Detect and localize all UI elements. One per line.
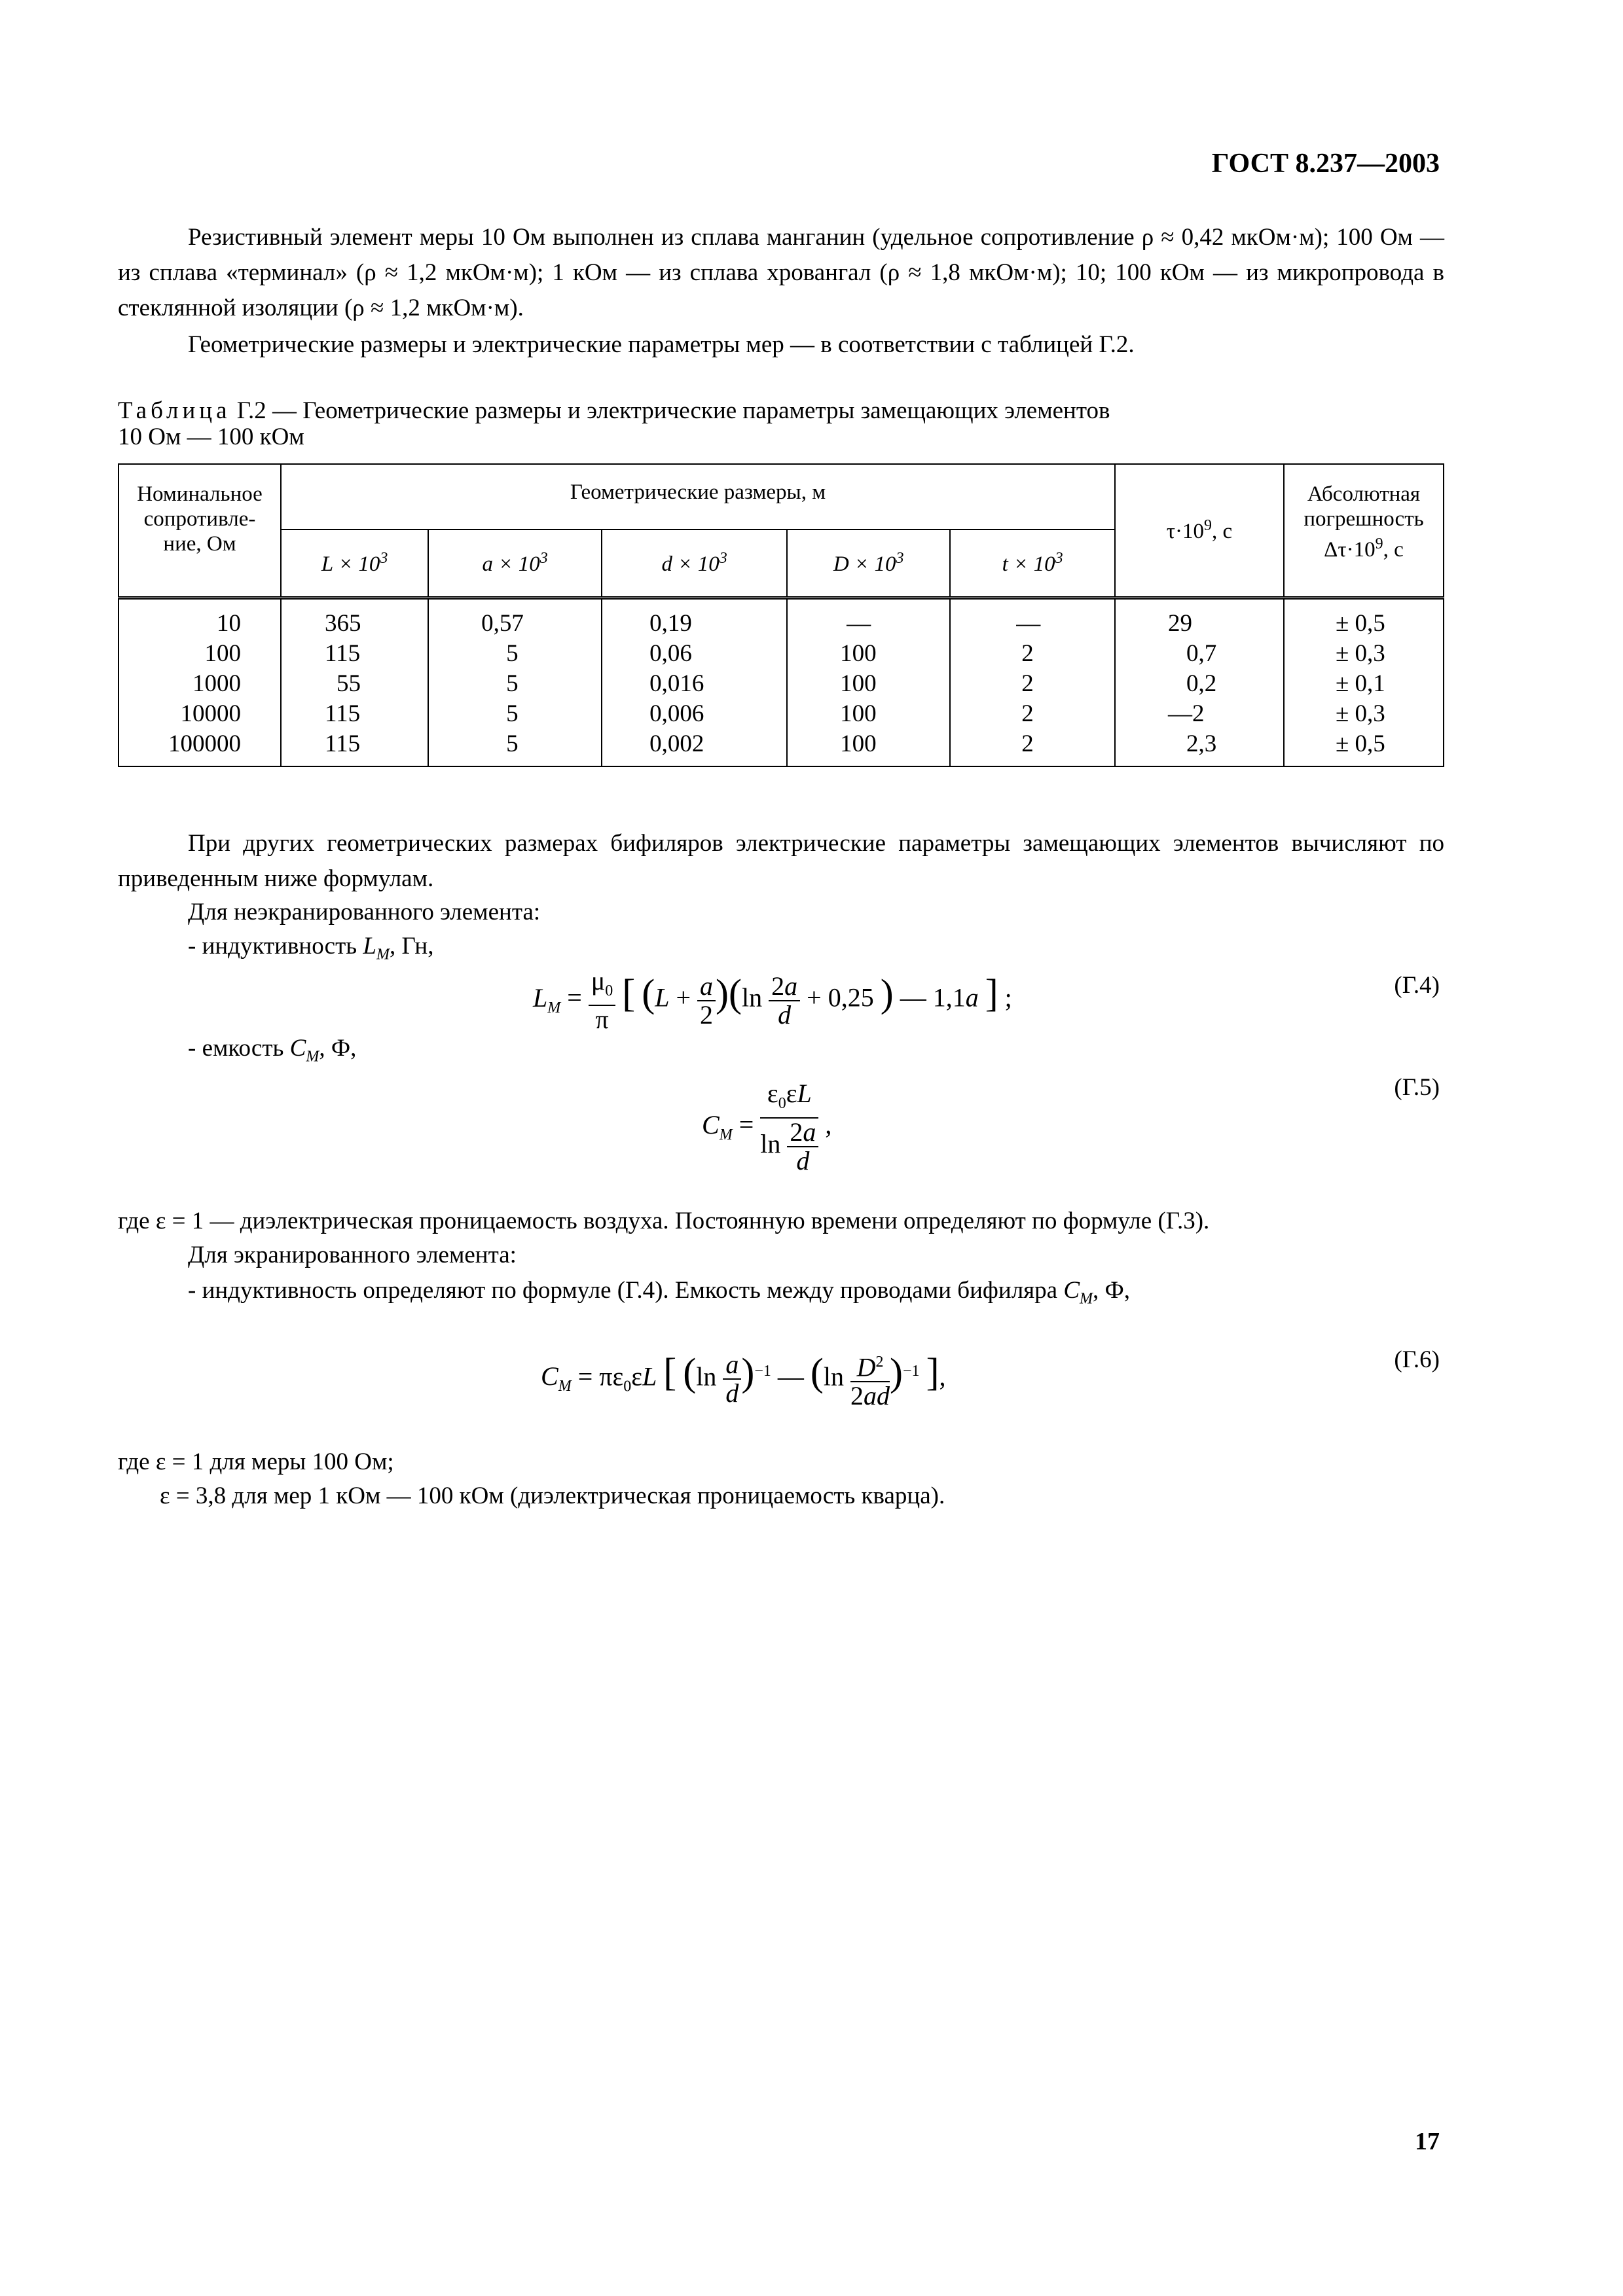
equation-g4: $L_M$ = $\frac{\mu_0}{\pi}$ [ (L + $\frac{a}{2}$ )(ln $\frac{2a}{d}$ + 0,25 ) — 1,1a ] ; [533,966,1012,1034]
col-t: — 2 2 2 2 [950,598,1115,766]
header-t: $t \times 10^3$ [950,529,1115,598]
col-D: — 100 100 100 100 [787,598,950,766]
header-a: $a \times 10^3$ [428,529,602,598]
table-caption-rest: Г.2 — Геометрические размеры и электрические параметры замещающих элементов [230,397,1110,424]
where-eps-paragraph: где ε = 1 — диэлектрическая проницаемость воздуха. Постоянную времени определяют по формуле (Г.3). [118,1208,1210,1234]
header-L: $L \times 10^3$ [281,529,428,598]
col-nominal: 10 100 1000 10000 100000 [119,598,281,766]
col-L: 365 115 55 115 115 [281,598,428,766]
shielded-capacity-line: - индуктивность определяют по формуле (Г.4). Емкость между проводами бифиляра $C_M$, Ф, [188,1277,1131,1308]
header-D: $D \times 10^3$ [787,529,950,598]
col-abs: ± 0,5 ± 0,3 ± 0,1 ± 0,3 ± 0,5 [1284,598,1444,766]
geometry-paragraph: Геометрические размеры и электрические параметры мер — в соответствии с таблицей Г.2. [188,331,1135,358]
header-tau: $\tau\cdot 10^9$, с [1115,464,1284,598]
equation-g5-number: (Г.5) [1394,1074,1440,1101]
equation-g6: $C_M = \pi\varepsilon_0\varepsilon L$ [ (ln $\frac{a}{d}$ )$^{-1}$ — (ln $\frac{D^2}{2ad}$ )$^{-1}$ ], [541,1348,946,1410]
document-header: ГОСТ 8.237—2003 [1211,149,1440,179]
other-sizes-paragraph: При других геометрических размерах бифиляров электрические параметры замещающих элементов вычисляют по приведенным ниже формулам. [118,830,1444,892]
col-tau: 29 0,7 0,2 —2 2,3 [1115,598,1284,766]
table-caption-word: Таблица [118,397,231,424]
table-caption-line2: 10 Ом — 100 кОм [118,423,304,450]
page-number: 17 [1415,2128,1440,2155]
where-line-2: ε = 3,8 для мер 1 кОм — 100 кОм (диэлектрическая проницаемость кварца). [160,1482,945,1509]
table-caption [118,398,1110,450]
equation-g6-number: (Г.6) [1394,1346,1440,1373]
header-abs-error: Абсолютная погрешность $\Delta\tau\cdot 10^9$, с [1284,464,1444,598]
equation-g5: $C_M$ = $\varepsilon_0\varepsilon L$ ln $\frac{2a}{d}$ , [702,1079,832,1175]
shielded-heading: Для экранированного элемента: [188,1242,517,1268]
where-line-1: где ε = 1 для меры 100 Ом; [118,1448,394,1475]
col-d: 0,19 0,06 0,016 0,006 0,002 [602,598,787,766]
header-geometry: Геометрические размеры, м [281,464,1115,529]
col-a: 0,57 5 5 5 5 [428,598,602,766]
capacity-line: - емкость $C_M$, Ф, [188,1035,357,1066]
unshielded-heading: Для неэкранированного элемента: [188,899,541,925]
header-nominal: Номинальное сопротивле- ние, Ом [119,464,281,598]
intro-paragraph: Резистивный элемент меры 10 Ом выполнен из сплава манганин (удельное сопротивление ρ ≈ 0,42 мкОм·м); 100 Ом — из сплава «терминал» (ρ ≈ 1,2 мкОм·м); 1 кОм — из сплава хровангал (ρ ≈ 1,8 мкОм·м); 10; 100 кОм — из микропровода в стеклянной изоляции (ρ ≈ 1,2 мкОм·м). [118,224,1444,321]
header-d: $d \times 10^3$ [602,529,787,598]
inductance-line: - индуктивность $L_M$, Гн, [188,933,434,963]
parameters-table [118,463,1444,767]
equation-g4-number: (Г.4) [1394,972,1440,999]
